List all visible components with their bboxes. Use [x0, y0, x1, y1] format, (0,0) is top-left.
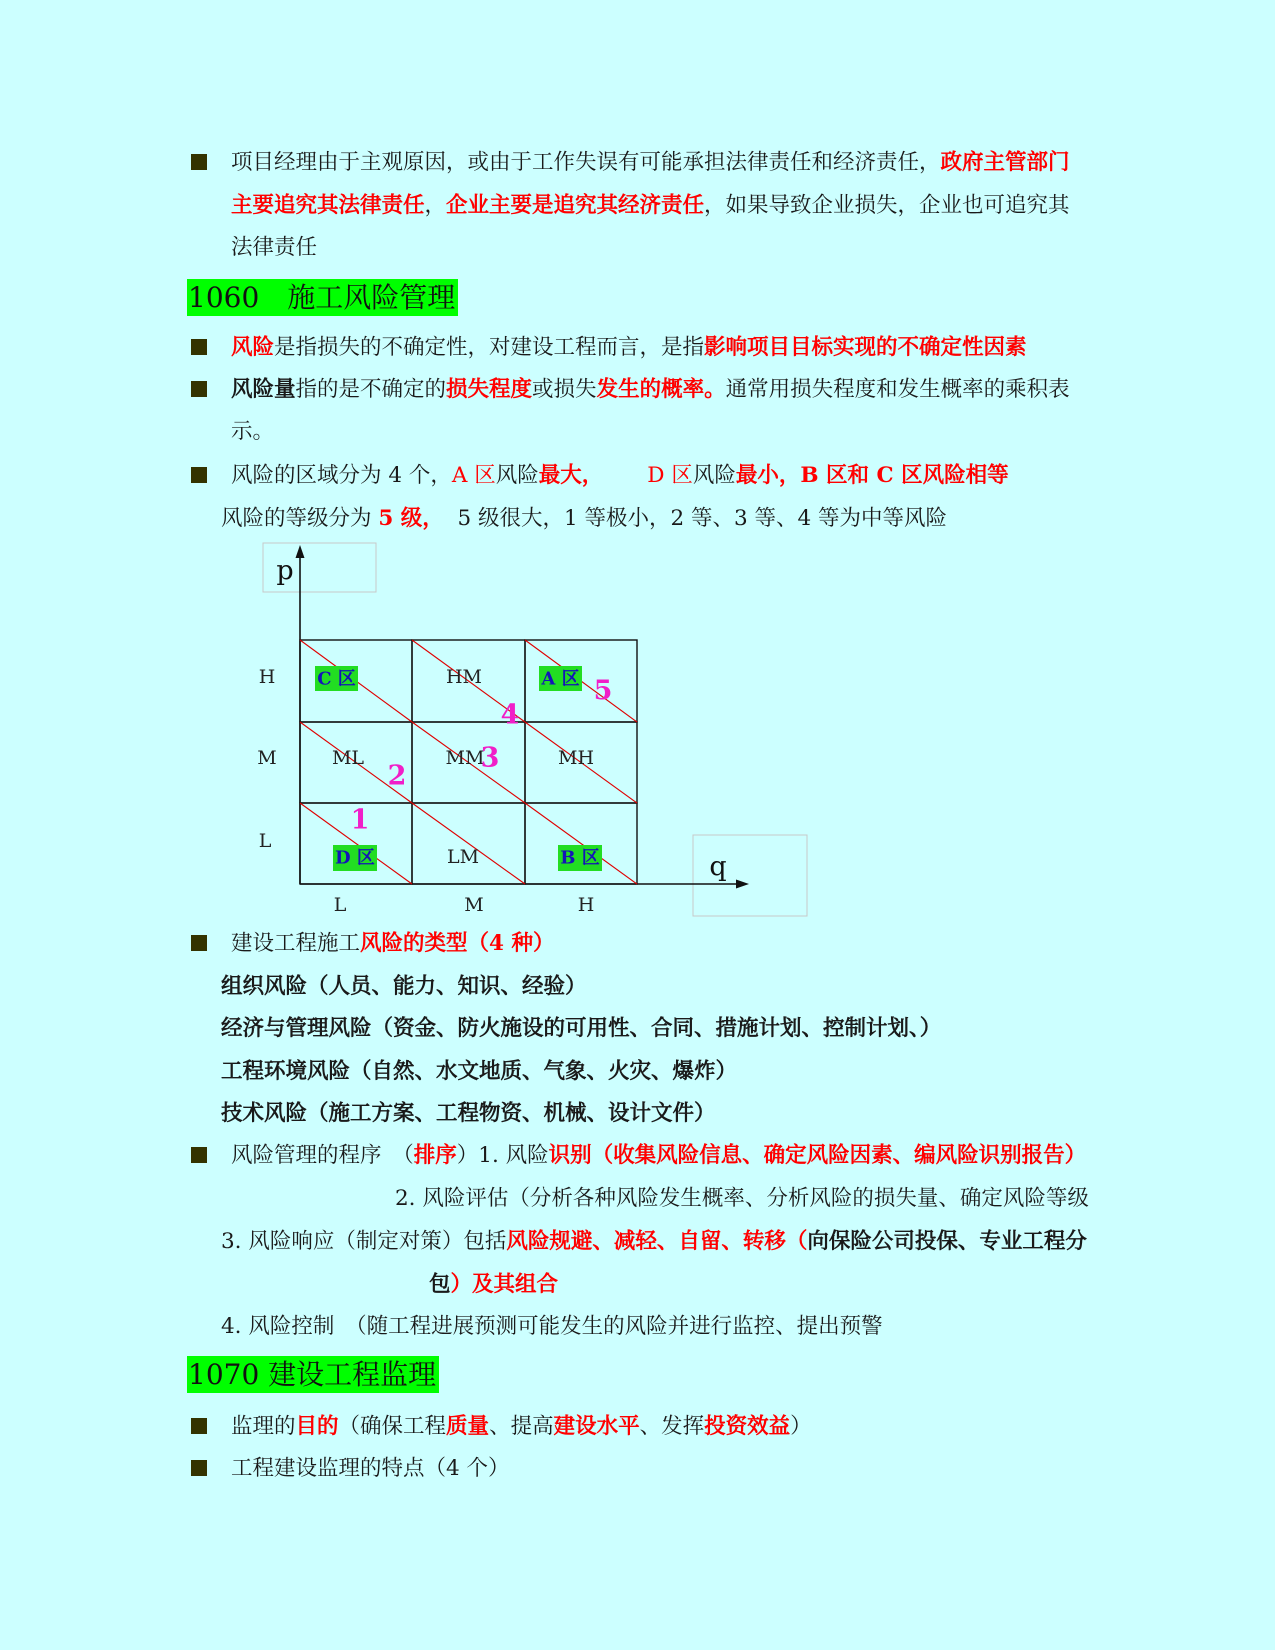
column-label-l: L [333, 894, 347, 916]
grade-marker-3: 3 [480, 742, 500, 774]
square-bullet-icon [191, 1460, 207, 1476]
text-run: 指的是不确定的 [295, 377, 447, 402]
text-run: 风险 [495, 463, 539, 488]
risk-amount-line-1 [231, 378, 1070, 402]
text-run: 法律责任 [231, 235, 318, 260]
emphasis-red: B 区和 C 区风险相等 [800, 463, 1009, 488]
text-bold: 包 [429, 1272, 451, 1297]
risk-type-item: 工程环境风险（自然、水文地质、气象、火灾、爆炸） [221, 1059, 738, 1084]
zone-b-label: B 区 [560, 847, 600, 869]
risk-amount-line-2 [231, 420, 274, 444]
text-run: ，如果导致企业损失，企业也可追究其 [704, 193, 1070, 218]
x-axis-label: q [709, 851, 727, 883]
text-run: 、提高 [489, 1414, 554, 1439]
risk-definition [231, 336, 1027, 360]
emphasis-red: 发生的概率。 [596, 377, 726, 402]
liability-line-2 [231, 194, 1070, 218]
zone-a-label: A 区 [451, 463, 496, 488]
emphasis-red: 识别（收集风险信息、确定风险因素、编风险识别报告） [548, 1143, 1087, 1168]
section-heading-1060: 1060 施工风险管理 [187, 279, 458, 316]
emphasis-red: ）及其组合 [450, 1272, 559, 1297]
emphasis-red: 排序 [413, 1143, 457, 1168]
square-bullet-icon [191, 1418, 207, 1434]
risk-matrix-diagram [240, 530, 830, 930]
grade-marker-2: 2 [387, 760, 407, 792]
zone-a-label: A 区 [541, 668, 580, 690]
procedure-step-3-line-2 [429, 1273, 558, 1297]
risk-types-heading [231, 932, 554, 956]
text-run: 3. 风险响应（制定对策）包括 [221, 1229, 507, 1254]
square-bullet-icon [191, 381, 207, 397]
text-run: 或损失 [532, 377, 597, 402]
text-run: 风险 [692, 463, 736, 488]
emphasis-red: 目的 [295, 1414, 339, 1439]
text-run: 风险管理的程序 （ [231, 1143, 414, 1168]
grade-marker-1: 1 [350, 804, 370, 836]
text-run: 风险的等级分为 [221, 506, 379, 531]
emphasis-red: 5 级， [378, 506, 444, 531]
square-bullet-icon [191, 935, 207, 951]
cell-label-ml: ML [331, 747, 365, 769]
text-run: 、发挥 [639, 1414, 705, 1439]
square-bullet-icon [191, 467, 207, 483]
emphasis-red: 损失程度 [446, 377, 533, 402]
text-run: 风险的区域分为 4 个， [231, 463, 452, 488]
risk-type-item: 组织风险（人员、能力、知识、经验） [221, 974, 587, 999]
column-label-m: M [464, 894, 484, 916]
y-axis-arrowhead [296, 545, 305, 558]
emphasis-red: 投资效益 [704, 1414, 791, 1439]
risk-type-item: 经济与管理风险（资金、防火施设的可用性、合同、措施计划、控制计划、） [221, 1016, 942, 1041]
y-axis-label: p [276, 555, 294, 587]
emphasis-red: 风险的类型（4 种） [360, 931, 555, 956]
text-run: 建设工程施工 [231, 931, 361, 956]
column-label-h: H [577, 894, 595, 916]
supervision-features: 工程建设监理的特点（4 个） [231, 1456, 510, 1481]
procedure-step-4: 4. 风险控制 （随工程进展预测可能发生的风险并进行监控、提出预警 [221, 1314, 883, 1339]
cell-label-mh: MH [557, 747, 595, 769]
emphasis-red: 影响项目目标实现的不确定性因素 [704, 335, 1027, 360]
text-bold: 向保险公司投保、专业工程分 [807, 1229, 1087, 1254]
grade-marker-4: 4 [500, 699, 520, 731]
square-bullet-icon [191, 339, 207, 355]
emphasis-red: 风险 [231, 335, 275, 360]
risk-zones [231, 464, 1009, 488]
x-axis-arrowhead [736, 880, 749, 889]
text-run: 项目经理由于主观原因，或由于工作失误有可能承担法律责任和经济责任， [231, 150, 941, 175]
zone-d-label: D 区 [335, 847, 375, 869]
text-run: ， [424, 193, 447, 218]
cell-label-lm: LM [446, 846, 480, 868]
text-run: 5 级很大，1 等极小，2 等、3 等、4 等为中等风险 [443, 506, 948, 531]
text-run: 通常用损失程度和发生概率的乘积表 [725, 377, 1070, 402]
procedure-step-2: 2. 风险评估（分析各种风险发生概率、分析风险的损失量、确定风险等级 [395, 1186, 1089, 1211]
liability-line-1 [231, 151, 1070, 175]
emphasis-red: 最大， [538, 463, 604, 488]
text-run: 监理的 [231, 1414, 296, 1439]
term-bold: 风险量 [231, 377, 296, 402]
emphasis-red: 风险规避、减轻、自留、转移（ [506, 1229, 808, 1254]
row-label-l: L [258, 830, 272, 852]
text-run: 示。 [231, 419, 275, 444]
liability-line-3 [231, 236, 317, 260]
cell-label-mm: MM [445, 747, 485, 769]
row-label-h: H [258, 666, 276, 688]
supervision-purpose [231, 1415, 812, 1439]
emphasis-red: 企业主要是追究其经济责任 [446, 193, 705, 218]
square-bullet-icon [191, 154, 207, 170]
zone-c-label: C 区 [317, 668, 356, 690]
emphasis-red: 建设水平 [553, 1414, 640, 1439]
emphasis-red: 质量 [446, 1414, 490, 1439]
diagonal-line [412, 803, 525, 884]
cell-label-hm: HM [445, 666, 483, 688]
zone-d-label: D 区 [647, 463, 693, 488]
risk-type-item: 技术风险（施工方案、工程物资、机械、设计文件） [221, 1101, 716, 1126]
text-run: （确保工程 [338, 1414, 447, 1439]
square-bullet-icon [191, 1147, 207, 1163]
text-run: ）1. 风险 [456, 1143, 549, 1168]
section-heading-1070: 1070 建设工程监理 [187, 1356, 439, 1393]
emphasis-red: 政府主管部门 [940, 150, 1070, 175]
procedure-step-3-line-1 [221, 1230, 1087, 1254]
emphasis-red: 主要追究其法律责任 [231, 193, 425, 218]
text-run: 是指损失的不确定性，对建设工程而言，是指 [274, 335, 705, 360]
text-run: ） [790, 1414, 812, 1439]
grade-marker-5: 5 [593, 675, 613, 707]
risk-grades [221, 507, 947, 531]
procedure-step-1 [231, 1144, 1086, 1168]
emphasis-red: 最小， [735, 463, 801, 488]
diagonal-line [525, 803, 637, 884]
row-label-m: M [257, 747, 277, 769]
